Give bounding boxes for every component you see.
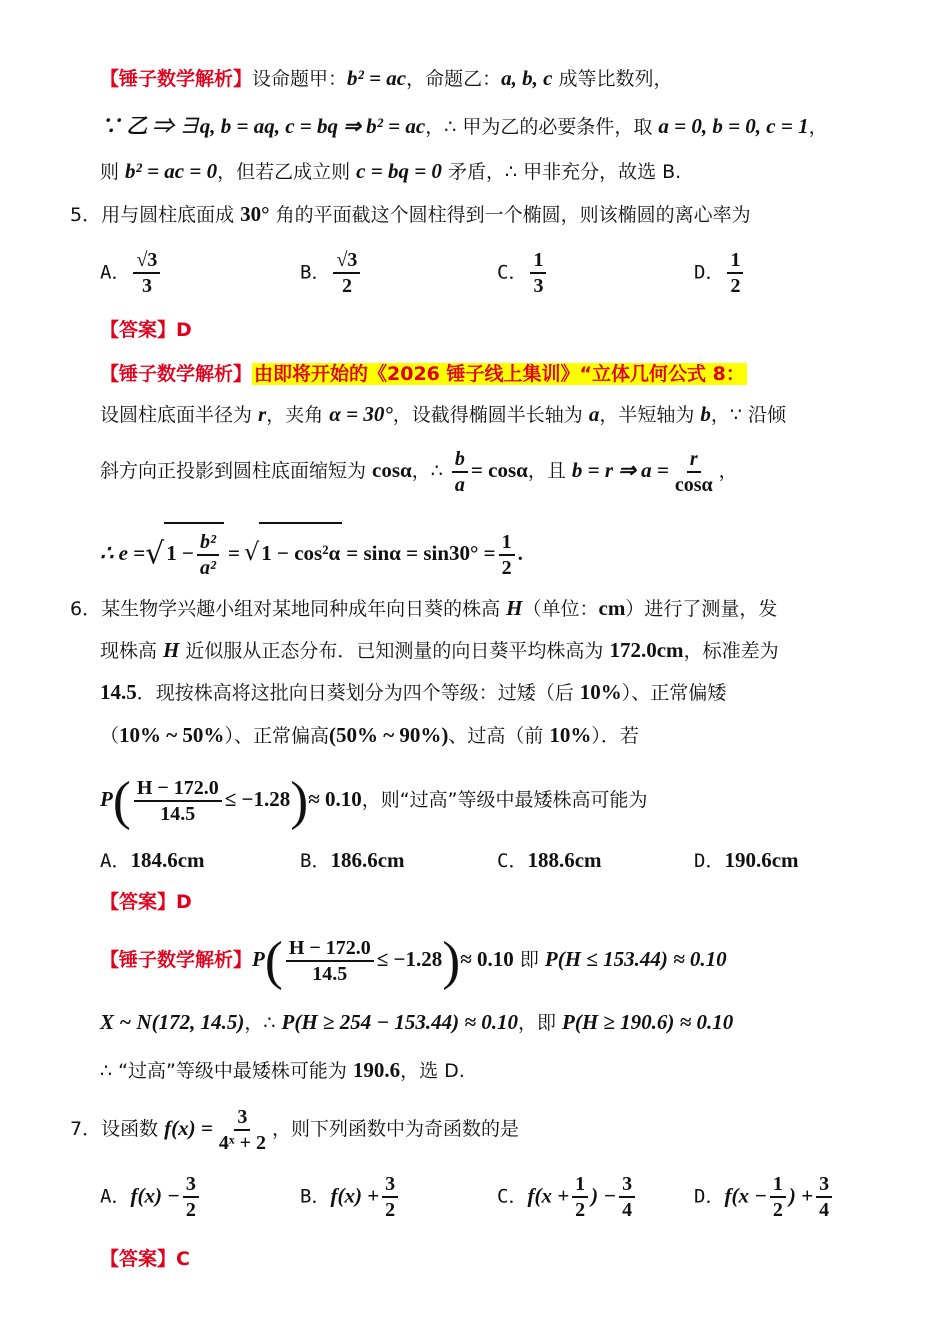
q7-option-c[interactable]: [497, 1172, 638, 1222]
option-label: D．: [694, 850, 725, 872]
fraction: [619, 1172, 635, 1222]
math: b² = ac: [347, 66, 407, 90]
q5-analysis-line-2: [100, 444, 738, 497]
option-value: 186.6cm: [330, 848, 405, 872]
math: ≈ 0.10: [460, 947, 514, 971]
numerator: b²: [197, 530, 219, 556]
fraction: [452, 447, 468, 497]
text: ，: [808, 116, 828, 138]
math: 1 −: [166, 541, 194, 565]
math: P(H ≥ 190.6) ≈ 0.10: [562, 1010, 734, 1034]
numerator: 3: [382, 1172, 398, 1198]
fraction: [770, 1172, 786, 1222]
numerator: r: [687, 447, 701, 473]
math: 30°: [240, 202, 270, 226]
option-value: 184.6cm: [130, 848, 205, 872]
math: c = bq = 0: [356, 159, 442, 183]
q6-answer: 【答案】D: [100, 891, 192, 913]
math: a: [588, 402, 600, 426]
text: 则: [100, 161, 126, 183]
math: (50% ~ 90%): [328, 723, 449, 747]
text: 斜方向正投影到圆柱底面缩短为: [100, 460, 373, 482]
q5-stem: [70, 200, 751, 229]
text: ，则“过高”等级中最矮株高可能为: [361, 789, 648, 811]
math: X ~ N(172, 14.5): [100, 1010, 245, 1034]
question-number: 5．: [70, 204, 102, 226]
text: ，∴: [244, 1012, 282, 1034]
fraction: [133, 248, 160, 298]
q6-stem-line-3: [100, 678, 726, 707]
fraction: [727, 248, 743, 298]
math: f(x) =: [164, 1116, 213, 1140]
option-label: C．: [497, 1185, 528, 1208]
math: P(H ≥ 254 − 153.44) ≈ 0.10: [281, 1010, 518, 1034]
highlight-text: 由即将开始的《2026 锤子线上集训》“立体几何公式 8：: [254, 363, 745, 385]
numerator: 3: [234, 1105, 250, 1131]
text: 即: [513, 949, 545, 971]
text: 设命题甲：: [252, 68, 348, 90]
numerator: √3: [133, 248, 160, 274]
numerator: H − 172.0: [286, 936, 374, 962]
text: ，但若乙成立则: [217, 161, 357, 183]
question-number: 7．: [70, 1118, 102, 1140]
numerator: 3: [816, 1172, 832, 1198]
denominator: 4ˣ + 2: [218, 1131, 266, 1154]
denominator: a: [454, 473, 465, 496]
text: 某生物学兴趣小组对某地同种成年向日葵的株高: [101, 598, 507, 620]
denominator: 4: [819, 1199, 830, 1221]
math: 172.0cm: [609, 638, 684, 662]
text: ，半短轴为: [599, 404, 701, 426]
fraction: [816, 1172, 832, 1222]
question-number: 6．: [70, 598, 102, 620]
sqrt-body: 1 − cos²α: [259, 522, 342, 582]
q4-analysis-line-3: [100, 157, 681, 186]
math: 190.6: [352, 1058, 401, 1082]
math: f(x +: [527, 1183, 570, 1208]
text: ，∵ 沿倾: [710, 404, 786, 426]
q5-option-c[interactable]: [497, 248, 549, 298]
denominator: 3: [533, 275, 544, 297]
option-label: B．: [300, 850, 331, 872]
q5-answer: 【答案】D: [100, 319, 192, 341]
text: ．现按株高将这批向日葵划分为四个等级：过矮（后: [136, 682, 580, 704]
numerator: 1: [727, 248, 743, 274]
text: ∴ “过高”等级中最矮株可能为: [100, 1060, 353, 1082]
option-label: C．: [497, 850, 528, 872]
denominator: 2: [575, 1199, 586, 1221]
q6-option-c[interactable]: [497, 846, 602, 873]
option-label: C．: [497, 261, 528, 284]
math: .: [517, 541, 523, 565]
denominator: 4: [622, 1199, 633, 1221]
math: a, b, c: [501, 66, 553, 90]
text: ）、正常偏矮: [621, 682, 727, 704]
math: cm: [598, 596, 626, 620]
paren: ): [290, 770, 309, 831]
option-label: A．: [100, 850, 131, 872]
math: r: [258, 402, 267, 426]
option-label: B．: [300, 1185, 331, 1208]
text: （单位：: [522, 598, 599, 620]
fraction: [333, 248, 360, 298]
q7-option-b[interactable]: [300, 1172, 401, 1222]
math: ∴ e =: [100, 541, 146, 565]
text: 设函数: [101, 1118, 165, 1140]
numerator: 3: [183, 1172, 199, 1198]
text: ，夹角: [266, 404, 330, 426]
math: a = 0, b = 0, c = 1: [658, 114, 809, 138]
math: 10%: [549, 723, 592, 747]
numerator: √3: [333, 248, 360, 274]
q6-analysis-line-2: [100, 1008, 733, 1037]
q5-analysis-line-3: [100, 522, 523, 584]
fraction: [183, 1172, 199, 1222]
math: ≈ 0.10: [308, 787, 362, 811]
math: b² = ac = 0: [125, 159, 218, 183]
q5-analysis-line-1: [100, 400, 786, 429]
text: 角的平面截这个圆柱得到一个椭圆，则该椭圆的离心率为: [269, 204, 751, 226]
math: f(x −: [724, 1183, 767, 1208]
numerator: 1: [530, 248, 546, 274]
option-label: A．: [100, 1185, 131, 1208]
sqrt-body: [164, 522, 224, 583]
math: 10%: [579, 680, 622, 704]
denominator: a²: [200, 556, 216, 579]
math: f(x) −: [130, 1183, 180, 1208]
denominator: 2: [341, 275, 352, 297]
q5-analysis-head: [100, 360, 747, 388]
fraction: [572, 1172, 588, 1222]
fraction: [530, 248, 546, 298]
math: ) −: [591, 1183, 617, 1208]
numerator: 1: [572, 1172, 588, 1198]
denominator: 2: [772, 1199, 783, 1221]
math: 10% ~ 50%: [119, 723, 225, 747]
text: 、过高（前: [448, 725, 550, 747]
sqrt-sign: √: [243, 538, 260, 566]
q6-stem-line-1: [70, 594, 777, 623]
paren: (: [112, 770, 131, 831]
math: b: [700, 402, 711, 426]
denominator: 14.5: [312, 962, 348, 985]
q6-option-b[interactable]: [300, 846, 405, 873]
math: H: [506, 596, 523, 620]
option-label: D．: [694, 1185, 725, 1208]
math: 14.5: [100, 680, 137, 704]
q7-option-d[interactable]: [694, 1172, 835, 1222]
math: ) +: [788, 1183, 814, 1208]
math: =: [228, 541, 240, 565]
fraction: [216, 1105, 269, 1155]
q6-option-a[interactable]: [100, 846, 205, 873]
fraction: [672, 447, 716, 497]
q5-option-a[interactable]: [100, 248, 163, 298]
q7-stem: [70, 1100, 519, 1157]
text: ）进行了测量，发: [625, 598, 778, 620]
denominator: 14.5: [160, 802, 196, 825]
option-value: 190.6cm: [724, 848, 799, 872]
math: α = 30°: [329, 402, 393, 426]
analysis-tag: 【锤子数学解析】: [100, 949, 253, 971]
option-value: 188.6cm: [527, 848, 602, 872]
fraction: [499, 530, 515, 580]
option-label: A．: [100, 261, 131, 284]
text: ，设截得椭圆半长轴为: [392, 404, 589, 426]
q4-analysis-line-1: [100, 64, 673, 93]
numerator: 3: [619, 1172, 635, 1198]
paren: ): [442, 930, 461, 991]
text: ）、正常偏高: [224, 725, 329, 747]
numerator: H − 172.0: [134, 776, 222, 802]
q4-analysis-line-2: [100, 112, 828, 141]
text: ，即: [517, 1012, 562, 1034]
q5-option-d[interactable]: [694, 248, 746, 298]
math: ≤ −1.28: [224, 787, 291, 811]
text: ，命题乙：: [406, 68, 502, 90]
math: P: [252, 947, 265, 971]
text: ，: [718, 460, 738, 482]
q7-option-a[interactable]: [100, 1172, 202, 1222]
text: 成等比数列，: [552, 68, 673, 90]
text: ，∴: [411, 460, 449, 482]
text: 近似服从正态分布．已知测量的向日葵平均株高为: [179, 640, 610, 662]
text: （: [100, 725, 120, 747]
fraction: [286, 936, 374, 986]
text: ，则下列函数中为奇函数的是: [271, 1118, 519, 1140]
numerator: b: [452, 447, 468, 473]
fraction: [382, 1172, 398, 1222]
q6-option-d[interactable]: [694, 846, 799, 873]
math: P(H ≤ 153.44) ≈ 0.10: [544, 947, 727, 971]
denominator: 2: [385, 1199, 396, 1221]
q6-stem-line-2: [100, 636, 779, 665]
denominator: 2: [730, 275, 741, 297]
option-label: D．: [694, 261, 725, 284]
denominator: 3: [141, 275, 152, 297]
fraction: [197, 530, 219, 580]
analysis-tag: 【锤子数学解析】: [100, 68, 253, 90]
numerator: 1: [499, 530, 515, 556]
math: ≤ −1.28: [376, 947, 443, 971]
math: f(x) +: [330, 1183, 380, 1208]
math: = sinα = sin30° =: [346, 541, 496, 565]
math: cosα: [372, 458, 412, 482]
math: H: [163, 638, 180, 662]
denominator: cosα: [674, 473, 713, 496]
text: ，标准差为: [683, 640, 779, 662]
text: ）．若: [591, 725, 639, 747]
analysis-tag: 【锤子数学解析】: [100, 363, 253, 385]
fraction: [134, 776, 222, 826]
text: ，∴ 甲为乙的必要条件，取: [425, 116, 659, 138]
q6-analysis-line-3: [100, 1056, 465, 1085]
q6-stem-line-4: [100, 721, 639, 750]
q6-stem-line-5: [100, 768, 647, 831]
text: 设圆柱底面半径为: [100, 404, 259, 426]
denominator: 2: [185, 1199, 196, 1221]
option-label: B．: [300, 261, 331, 284]
math: ∵ 乙 ⇒ ∃q, b = aq, c = bq ⇒ b² = ac: [100, 114, 426, 138]
paren: (: [264, 930, 283, 991]
text: 现株高: [100, 640, 164, 662]
text: 用与圆柱底面成: [101, 204, 241, 226]
math: P: [100, 787, 113, 811]
text: ，选 D.: [400, 1060, 465, 1082]
sqrt-sign: √: [145, 536, 165, 572]
text: 矛盾，∴ 甲非充分，故选 B.: [441, 161, 682, 183]
q6-analysis-line-1: [100, 928, 727, 991]
math: = cosα: [470, 458, 528, 482]
denominator: 2: [501, 556, 512, 579]
q7-answer: 【答案】C: [100, 1248, 190, 1270]
numerator: 1: [770, 1172, 786, 1198]
text: ，且: [527, 460, 572, 482]
math: b = r ⇒ a =: [571, 458, 669, 482]
q5-option-b[interactable]: [300, 248, 363, 298]
